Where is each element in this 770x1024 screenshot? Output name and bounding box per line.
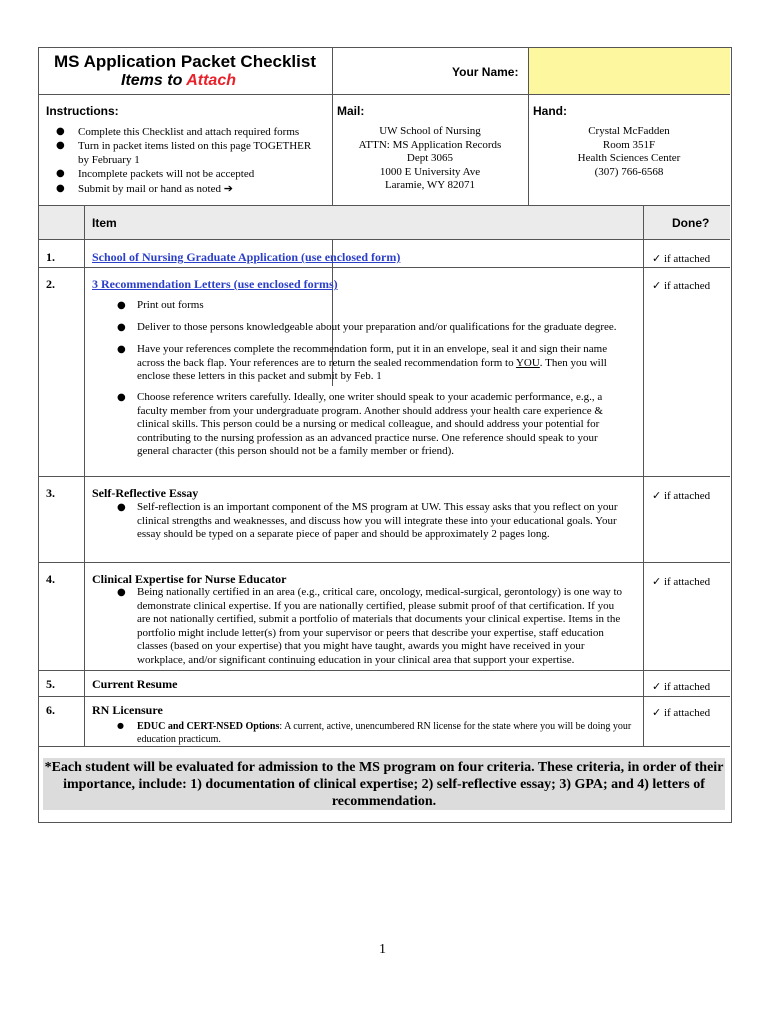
recommendation-letters-link[interactable]: 3 Recommendation Letters (use enclosed forms) (92, 277, 338, 291)
description-line: clinical strengths and weaknesses, and discuss how you will integrate these into your educational goals. Your (137, 514, 617, 527)
bullet-text: Print out forms (137, 299, 204, 311)
instruction-item: Submit by mail or hand as noted ➔ (78, 183, 233, 195)
bullet-line: general character (this person should not be a family member or friend). (137, 445, 455, 457)
hand-line: Crystal McFadden (588, 125, 670, 137)
mail-line: UW School of Nursing (379, 125, 481, 137)
bullet-line: Choose reference writers carefully. Ideally, one writer should speak to your academic performance, e.g., a (137, 391, 603, 403)
subtitle-text: Items to (121, 72, 187, 89)
item-description (137, 720, 642, 746)
bullet-text (137, 343, 637, 384)
page-title: MS Application Packet Checklist (54, 52, 316, 71)
done-checkbox[interactable]: ✓ if attached (652, 253, 711, 265)
bullet-line: enclose these letters in this packet and submit by Feb. 1 (137, 370, 382, 382)
mail-line: Laramie, WY 82071 (384, 179, 476, 191)
item-column-header: Item (92, 216, 117, 230)
description-line: education practicum. (137, 734, 221, 745)
bullet-line: faculty member from your undergraduate program. Another should address your health care experience & (137, 404, 603, 417)
mail-label: Mail: (337, 104, 365, 118)
row-number: 5. (46, 677, 55, 691)
hand-line: Room 351F (602, 138, 656, 151)
instruction-item-cont: by February 1 (78, 154, 140, 166)
bullet-text: Deliver to those persons knowledgeable about your preparation and/or qualifications for the graduate degree. (137, 321, 617, 333)
your-name-label: Your Name: (452, 65, 519, 79)
item-title: Self-Reflective Essay (92, 486, 199, 500)
subtitle-accent: Attach (186, 72, 236, 89)
note-line: *Each student will be evaluated for admission to the MS program on four criteria. These criteria, in order of their (44, 760, 724, 775)
note-line: recommendation. (331, 794, 437, 809)
description-line: workplace, and/or significant continuing education in your clinical area that support your expertise. (137, 653, 575, 666)
description-line: EDUC and CERT-NSED Options: A current, active, unencumbered RN license for the state where you will be doing your (137, 721, 632, 732)
item-description (137, 586, 639, 667)
your-name-field[interactable] (528, 48, 730, 94)
description-line: Being nationally certified in an area (e.g., critical care, oncology, medical-surgical, gerontology) is one way to (137, 586, 623, 598)
done-checkbox[interactable]: ✓ if attached (652, 707, 711, 719)
item-description (137, 501, 637, 542)
bullet-line: Have your references complete the recommendation form, put it in an envelope, seal it and sign their name (137, 343, 608, 355)
row-number: 2. (46, 277, 55, 291)
row-number: 4. (46, 572, 55, 586)
row-number: 3. (46, 486, 55, 500)
description-line: essay should be typed on a separate piece of paper and should be approximately 2 pages long. (137, 528, 550, 540)
row-number: 1. (46, 250, 55, 264)
instruction-item: Incomplete packets will not be accepted (78, 168, 255, 180)
done-column-header: Done? (672, 216, 710, 230)
bullet-line: contributing to the nursing profession as an advanced practice nurse. One reference should speak to your (137, 431, 598, 444)
row-number: 6. (46, 703, 55, 717)
item-title: RN Licensure (92, 703, 163, 717)
bullet-line: clinical skills. This person could be a nursing or medical colleague, and should address your potential for (137, 418, 600, 430)
instruction-item: Complete this Checklist and attach required forms (78, 126, 300, 138)
mail-address (333, 125, 527, 193)
mail-line: 1000 E University Ave (379, 165, 481, 178)
bullet-line: across the back flap. Your references are to return the sealed recommendation form to YOU. Then you will (137, 356, 607, 369)
instructions-label: Instructions: (46, 104, 119, 118)
done-checkbox[interactable]: ✓ if attached (652, 280, 711, 292)
done-checkbox[interactable]: ✓ if attached (652, 681, 711, 693)
item-title: Current Resume (92, 677, 178, 691)
page-subtitle (121, 72, 236, 90)
description-line: are not nationally certified, submit a portfolio of materials that documents your clinical expertise. Items in the (137, 613, 621, 625)
item-title: Clinical Expertise for Nurse Educator (92, 572, 287, 586)
page-number: 1 (379, 942, 386, 957)
mail-line: Dept 3065 (406, 152, 454, 164)
done-checkbox[interactable]: ✓ if attached (652, 490, 711, 502)
description-line: demonstrate clinical expertise. If you are nationally certified, please submit proof of that certification. If you (137, 599, 615, 612)
description-line: portfolio might include letter(s) from your supervisor or peers that describe your expertise, staff education (137, 626, 604, 639)
description-line: classes (based on your expertise) that you might have taught, awards you might have received in your (137, 640, 585, 652)
hand-line: Health Sciences Center (577, 152, 681, 164)
description-line: Self-reflection is an important component of the MS program at UW. This essay asks that you reflect on your (137, 501, 618, 513)
mail-line: ATTN: MS Application Records (358, 138, 502, 151)
hand-delivery-contact (529, 125, 729, 179)
instruction-item: Turn in packet items listed on this page TOGETHER (78, 140, 312, 152)
evaluation-criteria-note (43, 758, 725, 810)
hand-line: (307) 766-6568 (594, 165, 664, 178)
done-checkbox[interactable]: ✓ if attached (652, 576, 711, 588)
graduate-application-link[interactable]: School of Nursing Graduate Application (use enclosed form) (92, 250, 401, 264)
note-line: importance, include: 1) documentation of clinical expertise; 2) self-reflective essay; 3) GPA; and 4) letters of (63, 777, 705, 792)
bullet-text (137, 391, 637, 459)
hand-label: Hand: (533, 104, 567, 118)
